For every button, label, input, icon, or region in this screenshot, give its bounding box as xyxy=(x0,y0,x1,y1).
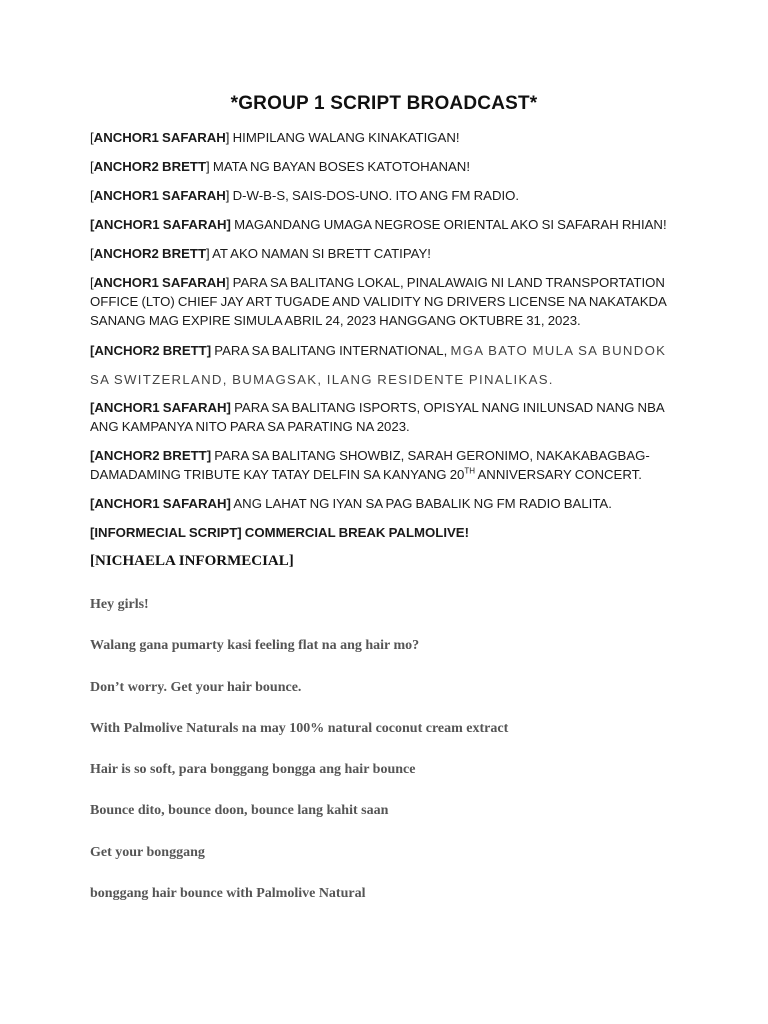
informercial-line: Walang gana pumarty kasi feeling flat na ang hair mo? xyxy=(90,638,420,654)
superscript: TH xyxy=(464,466,476,476)
script-text: D-W-B-S, SAIS-DOS-UNO. ITO ANG FM RADIO. xyxy=(229,188,520,203)
speaker-name: ANCHOR2 BRETT xyxy=(94,448,207,463)
speaker-name: ANCHOR1 SAFARAH xyxy=(94,496,227,511)
broadcast-script xyxy=(90,128,680,552)
informercial-line: Hair is so soft, para bonggang bongga ang hair bounce xyxy=(90,762,416,778)
speaker-name: ANCHOR2 BRETT xyxy=(94,343,207,358)
speaker-name: ANCHOR1 SAFARAH xyxy=(93,188,226,203)
script-text-after: ANNIVERSARY CONCERT. xyxy=(475,467,642,482)
script-text: PARA SA BALITANG SHOWBIZ, SARAH GERONIMO, NAKAKABAGBAG-DAMADAMING TRIBUTE KAY TATAY DELFIN SA KANYANG 20 xyxy=(90,448,650,482)
script-text: HIMPILANG WALANG KINAKATIGAN! xyxy=(229,130,460,145)
script-line: [ANCHOR1 SAFARAH] D-W-B-S, SAIS-DOS-UNO. ITO ANG FM RADIO. xyxy=(90,188,520,203)
script-line: [ANCHOR2 BRETT] MATA NG BAYAN BOSES KATOTOHANAN! xyxy=(90,159,470,174)
script-line: [ANCHOR1 SAFARAH] MAGANDANG UMAGA NEGROSE ORIENTAL AKO SI SAFARAH RHIAN! xyxy=(90,217,667,232)
document-title: *GROUP 1 SCRIPT BROADCAST* xyxy=(230,93,538,114)
script-line: [ANCHOR1 SAFARAH] PARA SA BALITANG ISPORTS, OPISYAL NANG INILUNSAD NANG NBA ANG KAMPANYA NITO PARA SA PARATING NA 2023. xyxy=(90,400,664,434)
script-text: MAGANDANG UMAGA NEGROSE ORIENTAL AKO SI SAFARAH RHIAN! xyxy=(230,217,667,232)
commercial-break-line: [INFORMECIAL SCRIPT] COMMERCIAL BREAK PALMOLIVE! xyxy=(90,525,469,540)
informercial-line: Get your bonggang xyxy=(90,844,205,860)
script-text: MATA NG BAYAN BOSES KATOTOHANAN! xyxy=(209,159,470,174)
script-text-spaced: MGA BATO MULA SA BUNDOK SA SWITZERLAND, BUMAGSAK, ILANG RESIDENTE PINALIKAS. xyxy=(90,343,667,387)
script-line: [ANCHOR1 SAFARAH] ANG LAHAT NG IYAN SA PAG BABALIK NG FM RADIO BALITA. xyxy=(90,496,612,511)
speaker-name: ANCHOR2 BRETT xyxy=(93,246,206,261)
script-text: AT AKO NAMAN SI BRETT CATIPAY! xyxy=(209,246,431,261)
script-text: PARA SA BALITANG LOKAL, PINALAWAIG NI LAND TRANSPORTATION OFFICE (LTO) CHIEF JAY ART TUGADE AND VALIDITY NG DRIVERS LICENSE NA NAKATAKDA SANANG MAG EXPIRE SIMULA ABRIL 24, 2023 HANGGANG OKTUBRE 31, 2023. xyxy=(90,275,667,328)
script-line: [ANCHOR2 BRETT] PARA SA BALITANG INTERNATIONAL, MGA BATO MULA SA BUNDOK SA SWITZERLAND, BUMAGSAK, ILANG RESIDENTE PINALIKAS. xyxy=(90,343,667,387)
speaker-name: ANCHOR1 SAFARAH xyxy=(94,400,227,415)
script-text: ANG LAHAT NG IYAN SA PAG BABALIK NG FM RADIO BALITA. xyxy=(230,496,612,511)
speaker-name: ANCHOR1 SAFARAH xyxy=(93,130,226,145)
speaker-name: ANCHOR1 SAFARAH xyxy=(94,217,227,232)
script-line: [ANCHOR2 BRETT] AT AKO NAMAN SI BRETT CATIPAY! xyxy=(90,246,431,261)
informercial-line: bonggang hair bounce with Palmolive Natural xyxy=(90,886,366,902)
informercial-heading: [NICHAELA INFORMECIAL] xyxy=(90,553,294,569)
informercial-line: With Palmolive Naturals na may 100% natural coconut cream extract xyxy=(90,720,509,736)
script-line: [ANCHOR1 SAFARAH] HIMPILANG WALANG KINAKATIGAN! xyxy=(90,130,460,145)
informercial-line: Hey girls! xyxy=(90,597,149,612)
script-text: PARA SA BALITANG INTERNATIONAL, xyxy=(211,343,451,358)
script-text: PARA SA BALITANG ISPORTS, OPISYAL NANG INILUNSAD NANG NBA ANG KAMPANYA NITO PARA SA PARATING NA 2023. xyxy=(90,400,664,434)
informercial-script xyxy=(90,596,508,926)
script-line: [ANCHOR2 BRETT] PARA SA BALITANG SHOWBIZ, SARAH GERONIMO, NAKAKABAGBAG-DAMADAMING TRIBUTE KAY TATAY DELFIN SA KANYANG 20TH ANNIVERSARY CONCERT. xyxy=(90,448,650,482)
speaker-name: ANCHOR1 SAFARAH xyxy=(93,275,226,290)
script-line: [ANCHOR1 SAFARAH] PARA SA BALITANG LOKAL, PINALAWAIG NI LAND TRANSPORTATION OFFICE (LTO) CHIEF JAY ART TUGADE AND VALIDITY NG DRIVERS LICENSE NA NAKATAKDA SANANG MAG EXPIRE SIMULA ABRIL 24, 2023 HANGGANG OKTUBRE 31, 2023. xyxy=(90,275,667,328)
informercial-line: Bounce dito, bounce doon, bounce lang kahit saan xyxy=(90,803,389,819)
speaker-name: ANCHOR2 BRETT xyxy=(93,159,206,174)
informercial-line: Don’t worry. Get your hair bounce. xyxy=(90,679,302,695)
